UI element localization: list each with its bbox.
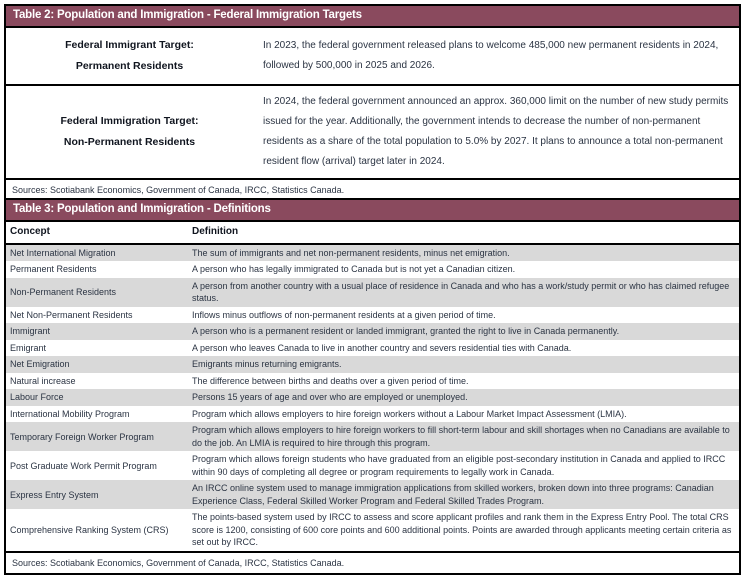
concept-cell: Labour Force [6, 389, 188, 406]
definition-cell: Program which allows foreign students who have graduated from an eligible post-secondary institution in Canada and applied to IRCC within 90 days of completing all degree or program requirements to legally work in Canada. [188, 451, 739, 480]
table-3-header-row [6, 222, 739, 244]
table-2-row-1-body: In 2024, the federal government announced an approx. 360,000 limit on the number of new study permits issued for the year. Additionally, the government intends to decrease the number of non-permanent residents as a share of the total population to 5.0% by 2027. It plans to announce a total non-permanent resident flow (arrival) target later in 2024. [259, 85, 739, 178]
definition-cell: The sum of immigrants and net non-permanent residents, minus net emigration. [188, 244, 739, 262]
definition-cell: Inflows minus outflows of non-permanent residents at a given period of time. [188, 307, 739, 324]
table-row [6, 244, 739, 262]
definition-cell: The difference between births and deaths over a given period of time. [188, 373, 739, 390]
table-2-sources: Sources: Scotiabank Economics, Government of Canada, IRCC, Statistics Canada. [6, 178, 739, 200]
definition-cell: A person who has legally immigrated to Canada but is not yet a Canadian citizen. [188, 261, 739, 278]
table-2-row-1-label [6, 85, 259, 178]
table-row [6, 340, 739, 357]
table-row [6, 307, 739, 324]
definition-cell: The points-based system used by IRCC to assess and score applicant profiles and rank them in the Express Entry Pool. The total CRS score is 1200, consisting of 600 core points and 600 additional points. Points are awarded through applicants meeting certain criteria as set out by IRCC. [188, 509, 739, 551]
table-row [6, 373, 739, 390]
table-2-grid [6, 28, 739, 178]
concept-cell: Natural increase [6, 373, 188, 390]
table-2-block [4, 4, 741, 202]
table-row [6, 422, 739, 451]
definition-cell: A person who leaves Canada to live in another country and severs residential ties with Canada. [188, 340, 739, 357]
definition-cell: Program which allows employers to hire foreign workers without a Labour Market Impact Assessment (LMIA). [188, 406, 739, 423]
definition-cell: Program which allows employers to hire foreign workers to fill short-term labour and skill shortages when no Canadians are available to do the job. An LMIA is required to hire through this program. [188, 422, 739, 451]
label-line-1: Federal Immigration Target: [60, 115, 199, 127]
table-row [6, 323, 739, 340]
table-row [6, 28, 739, 85]
table-3-sources: Sources: Scotiabank Economics, Government of Canada, IRCC, Statistics Canada. [6, 551, 739, 573]
concept-cell: Net Non-Permanent Residents [6, 307, 188, 324]
definition-cell: A person from another country with a usual place of residence in Canada and who has a work/study permit or who has claimed refugee status. [188, 278, 739, 307]
table-3-body [6, 244, 739, 551]
concept-cell: Net International Migration [6, 244, 188, 262]
table-2-row-0-body: In 2023, the federal government released plans to welcome 485,000 new permanent residents in 2024, followed by 500,000 in 2025 and 2026. [263, 40, 719, 71]
table-2-row-0-label [6, 28, 259, 85]
table-3-block [4, 198, 741, 575]
definition-cell: An IRCC online system used to manage immigration applications from skilled workers, broken down into three programs: Canadian Experience Class, Federal Skilled Worker Program and Federal Skilled Trades Program. [188, 480, 739, 509]
table-3-grid [6, 222, 739, 551]
concept-cell: Temporary Foreign Worker Program [6, 422, 188, 451]
concept-cell: Emigrant [6, 340, 188, 357]
table-row [6, 278, 739, 307]
table-row [6, 356, 739, 373]
label-line-2: Non-Permanent Residents [63, 136, 196, 148]
concept-cell: Immigrant [6, 323, 188, 340]
concept-cell: Express Entry System [6, 480, 188, 509]
table-row [6, 509, 739, 551]
concept-cell: International Mobility Program [6, 406, 188, 423]
column-header-definition: Definition [188, 222, 739, 244]
label-line-2: Permanent Residents [75, 60, 184, 72]
definition-cell: Persons 15 years of age and over who are employed or unemployed. [188, 389, 739, 406]
table-2-title: Table 2: Population and Immigration - Federal Immigration Targets [6, 6, 739, 28]
concept-cell: Net Emigration [6, 356, 188, 373]
concept-cell: Comprehensive Ranking System (CRS) [6, 509, 188, 551]
table-row [6, 261, 739, 278]
concept-cell: Post Graduate Work Permit Program [6, 451, 188, 480]
definition-cell: Emigrants minus returning emigrants. [188, 356, 739, 373]
table-row [6, 451, 739, 480]
concept-cell: Non-Permanent Residents [6, 278, 188, 307]
table-row [6, 389, 739, 406]
table-row [6, 480, 739, 509]
table-row [6, 406, 739, 423]
definition-cell: A person who is a permanent resident or landed immigrant, granted the right to live in Canada permanently. [188, 323, 739, 340]
concept-cell: Permanent Residents [6, 261, 188, 278]
table-3-title: Table 3: Population and Immigration - Definitions [6, 200, 739, 222]
label-line-1: Federal Immigrant Target: [65, 39, 194, 51]
column-header-concept: Concept [6, 222, 188, 244]
table-row [6, 85, 739, 178]
